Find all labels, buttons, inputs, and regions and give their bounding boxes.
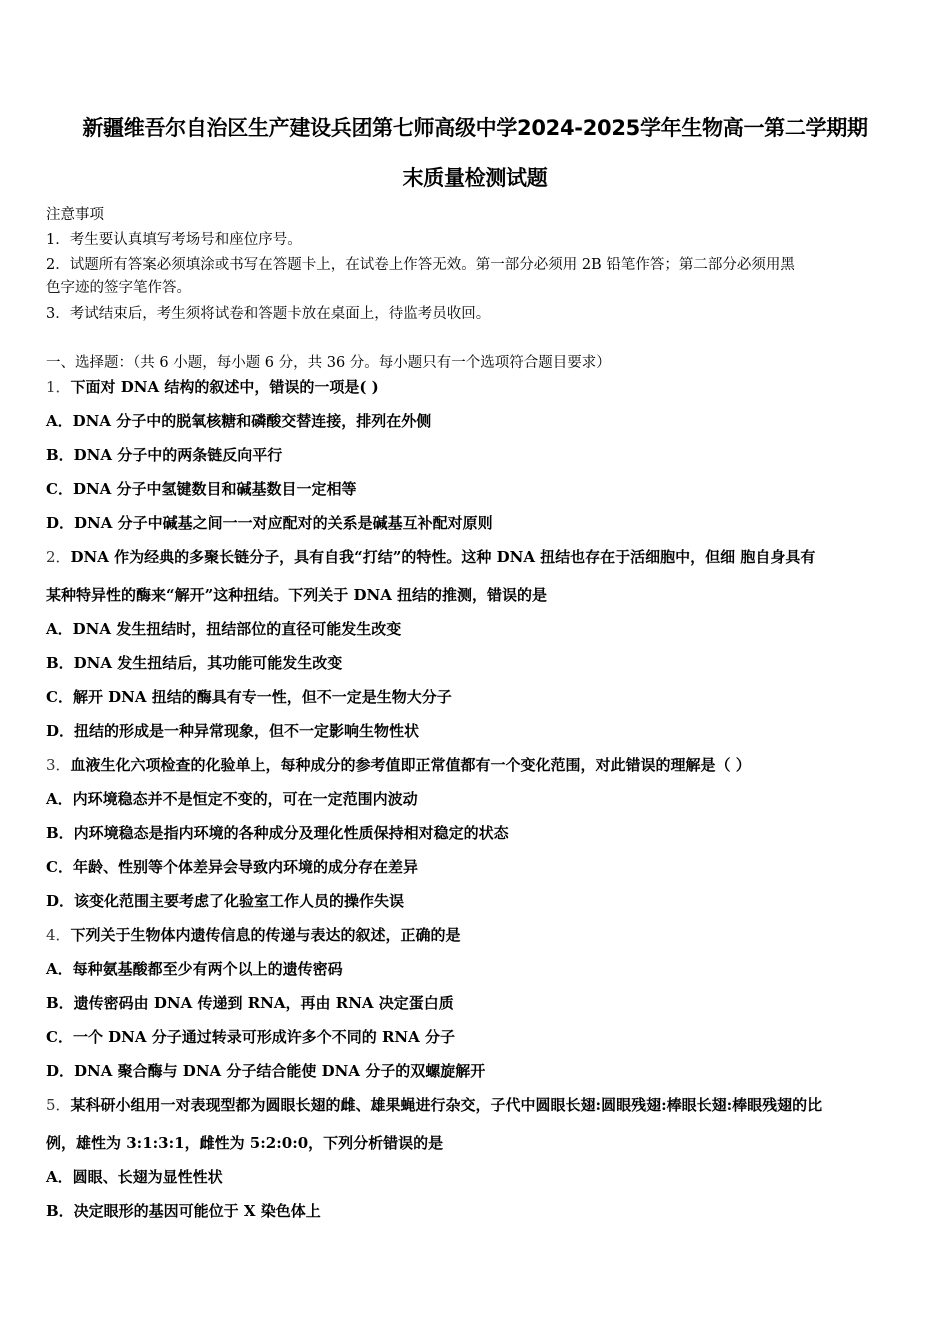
question-2-stem-continued: 某种特异性的酶来“解开”这种扭结。下列关于 DNA 扭结的推测，错误的是 bbox=[46, 586, 548, 604]
question-stem-text: 下面对 DNA 结构的叙述中，错误的一项是( ) bbox=[70, 378, 379, 396]
question-3-stem bbox=[46, 754, 751, 775]
notice-item: 色字迹的签字笔作答。 bbox=[46, 280, 191, 296]
question-4-option-d: D．DNA 聚合酶与 DNA 分子结合能使 DNA 分子的双螺旋解开 bbox=[46, 1062, 486, 1080]
question-2-stem bbox=[46, 546, 815, 567]
question-3-option-c: C．年龄、性别等个体差异会导致内环境的成分存在差异 bbox=[46, 858, 418, 876]
notice-item: 1．考生要认真填写考场号和座位序号。 bbox=[46, 232, 302, 248]
question-2-option-a: A．DNA 发生扭结时，扭结部位的直径可能发生改变 bbox=[46, 620, 402, 638]
question-stem-text: 某科研小组用一对表现型都为圆眼长翅的雌、雄果蝇进行杂交，子代中圆眼长翅:圆眼残翅:棒眼长翅:棒眼残翅的比 bbox=[70, 1096, 823, 1114]
question-2-option-d: D．扭结的形成是一种异常现象，但不一定影响生物性状 bbox=[46, 722, 420, 740]
question-stem-text: 血液生化六项检查的化验单上，每种成分的参考值即正常值都有一个变化范围，对此错误的理解是（ ） bbox=[70, 756, 751, 774]
notice-item: 3．考试结束后，考生须将试卷和答题卡放在桌面上，待监考员收回。 bbox=[46, 306, 491, 322]
section-heading: 一、选择题：（共 6 小题，每小题 6 分，共 36 分。每小题只有一个选项符合题目要求） bbox=[46, 355, 611, 371]
question-4-option-b: B．遗传密码由 DNA 传递到 RNA，再由 RNA 决定蛋白质 bbox=[46, 994, 454, 1012]
question-1-option-a: A．DNA 分子中的脱氧核糖和磷酸交替连接，排列在外侧 bbox=[46, 412, 432, 430]
notice-item: 2．试题所有答案必须填涂或书写在答题卡上，在试卷上作答无效。第一部分必须用 2B 铅笔作答；第二部分必须用黑 bbox=[46, 257, 795, 273]
question-number: 2． bbox=[46, 548, 71, 566]
exam-title-line-2: 末质量检测试题 bbox=[402, 166, 548, 190]
question-1-option-c: C．DNA 分子中氢键数目和碱基数目一定相等 bbox=[46, 480, 357, 498]
question-5-option-a: A．圆眼、长翅为显性性状 bbox=[46, 1168, 223, 1186]
question-3-option-d: D．该变化范围主要考虑了化验室工作人员的操作失误 bbox=[46, 892, 405, 910]
exam-title-line-1: 新疆维吾尔自治区生产建设兵团第七师高级中学2024-2025学年生物高一第二学期期 bbox=[82, 116, 868, 140]
question-stem-text: DNA 作为经典的多聚长链分子，具有自我“打结”的特性。这种 DNA 扭结也存在于活细胞中，但细 胞自身具有 bbox=[70, 548, 816, 566]
question-3-option-a: A．内环境稳态并不是恒定不变的，可在一定范围内波动 bbox=[46, 790, 418, 808]
question-2-option-c: C．解开 DNA 扭结的酶具有专一性，但不一定是生物大分子 bbox=[46, 688, 452, 706]
question-1-option-b: B．DNA 分子中的两条链反向平行 bbox=[46, 446, 283, 464]
question-number: 4． bbox=[46, 926, 71, 944]
question-4-option-a: A．每种氨基酸都至少有两个以上的遗传密码 bbox=[46, 960, 343, 978]
question-5-stem bbox=[46, 1094, 822, 1115]
question-5-option-b: B．决定眼形的基因可能位于 X 染色体上 bbox=[46, 1202, 321, 1220]
question-number: 5． bbox=[46, 1096, 71, 1114]
question-4-stem bbox=[46, 924, 461, 945]
notice-heading: 注意事项 bbox=[46, 207, 104, 223]
question-number: 3． bbox=[46, 756, 71, 774]
question-4-option-c: C．一个 DNA 分子通过转录可形成许多个不同的 RNA 分子 bbox=[46, 1028, 456, 1046]
question-1-option-d: D．DNA 分子中碱基之间一一对应配对的关系是碱基互补配对原则 bbox=[46, 514, 493, 532]
question-number: 1． bbox=[46, 378, 71, 396]
question-3-option-b: B．内环境稳态是指内环境的各种成分及理化性质保持相对稳定的状态 bbox=[46, 824, 509, 842]
question-stem-text: 下列关于生物体内遗传信息的传递与表达的叙述，正确的是 bbox=[70, 926, 461, 944]
question-2-option-b: B．DNA 发生扭结后，其功能可能发生改变 bbox=[46, 654, 343, 672]
question-5-stem-continued: 例，雄性为 3:1:3:1，雌性为 5:2:0:0，下列分析错误的是 bbox=[46, 1134, 444, 1152]
question-1-stem bbox=[46, 376, 379, 397]
